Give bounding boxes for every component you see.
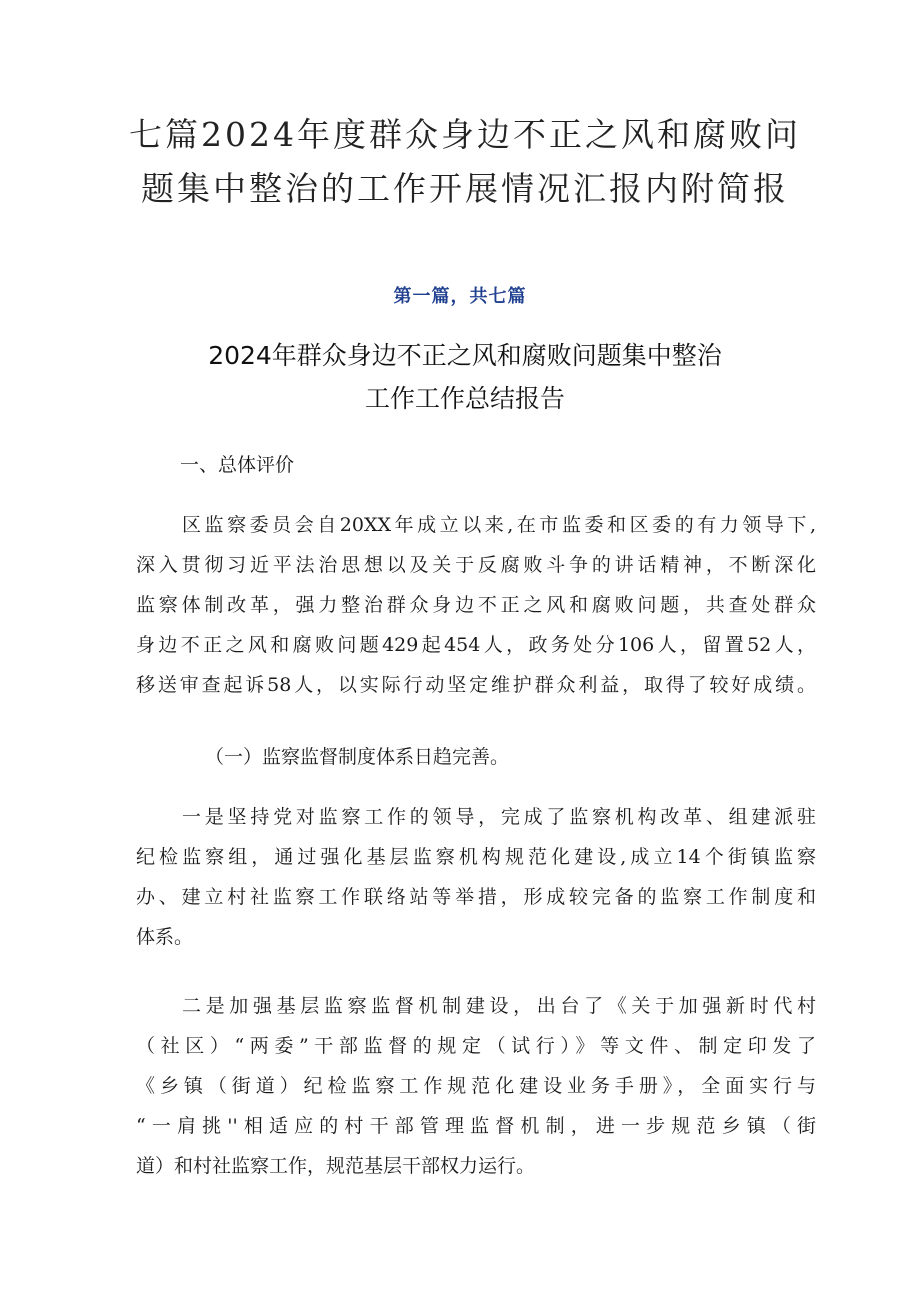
paragraph-line: 二是加强基层监察监督机制建设，出台了《关于加强新时代村 — [182, 995, 816, 1017]
paragraph-overview — [136, 505, 816, 705]
paragraph-line: 办、建立村社监察工作联络站等举措，形成较完备的监察工作制度和 — [136, 886, 816, 908]
paragraph-point-one — [136, 797, 816, 957]
paragraph-point-two — [136, 986, 816, 1186]
paragraph-line: 区监察委员会自20XX年成立以来,在市监委和区委的有力领导下, — [182, 514, 816, 536]
section-title — [120, 334, 810, 420]
paragraph-line: 纪检监察组，通过强化基层监察机构规范化建设,成立14个街镇监察 — [136, 846, 816, 868]
heading-overall-evaluation: 一、总体评价 — [180, 454, 295, 476]
paragraph-line: 深入贯彻习近平法治思想以及关于反腐败斗争的讲话精神，不断深化 — [136, 554, 816, 576]
paragraph-line: 道）和村社监察工作，规范基层干部权力运行。 — [136, 1155, 536, 1177]
section-title-line: 2024年群众身边不正之风和腐败问题集中整治 — [208, 341, 722, 370]
document-title-line: 七篇2024年度群众身边不正之风和腐败问 — [129, 115, 801, 154]
subheading-supervision-system: （一）监察监督制度体系日趋完善。 — [205, 746, 510, 768]
part-label: 第一篇，共七篇 — [393, 286, 527, 307]
paragraph-line: 《乡镇（街道）纪检监察工作规范化建设业务手册》，全面实行与 — [136, 1075, 816, 1097]
section-title-line: 工作工作总结报告 — [364, 384, 565, 413]
paragraph-line: 一是坚持党对监察工作的领导，完成了监察机构改革、组建派驻 — [182, 806, 816, 828]
paragraph-line: 身边不正之风和腐败问题429起454人，政务处分106人，留置52人， — [136, 634, 816, 656]
paragraph-line: “一肩挑''相适应的村干部管理监督机制，进一步规范乡镇（街 — [136, 1115, 816, 1137]
document-title — [120, 108, 810, 216]
paragraph-line: 体系。 — [136, 926, 194, 948]
paragraph-line: （社区）“两委”干部监督的规定（试行）》等文件、制定印发了 — [136, 1035, 816, 1057]
paragraph-line: 移送审查起诉58人，以实际行动坚定维护群众利益，取得了较好成绩。 — [136, 674, 816, 696]
paragraph-line: 监察体制改革，强力整治群众身边不正之风和腐败问题，共查处群众 — [136, 594, 816, 616]
document-title-line: 题集中整治的工作开展情况汇报内附简报 — [141, 169, 789, 208]
